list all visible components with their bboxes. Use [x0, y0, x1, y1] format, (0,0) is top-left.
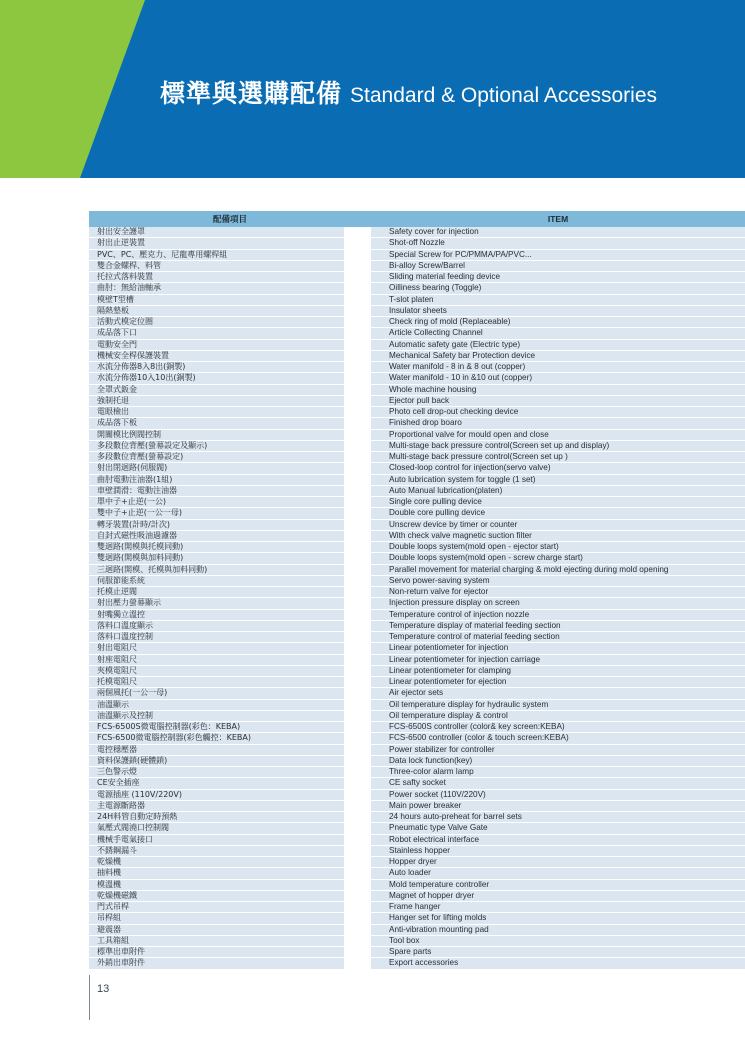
item-name-en: Single core pulling device — [371, 497, 745, 508]
table-row — [89, 452, 745, 463]
item-name-zh: 氣壓式閥澆口控制閥 — [89, 823, 344, 834]
item-name-zh: 全罩式鈑金 — [89, 385, 344, 396]
item-name-zh: 曲肘電動注油器(1組) — [89, 475, 344, 486]
item-name-en: Article Collecting Channel — [371, 328, 745, 339]
item-name-en: Three-color alarm lamp — [371, 767, 745, 778]
item-name-zh: 不銹鋼漏斗 — [89, 846, 344, 857]
table-row — [89, 565, 745, 576]
page-number: 13 — [97, 983, 110, 995]
item-name-en: Water manifold - 8 in & 8 out (copper) — [371, 362, 745, 373]
item-name-en: Frame hanger — [371, 902, 745, 913]
item-name-en: Temperature control of injection nozzle — [371, 610, 745, 621]
item-name-zh: 標準出車附件 — [89, 947, 344, 958]
item-name-en: Temperature display of material feeding section — [371, 621, 745, 632]
table-row — [89, 733, 745, 744]
accessories-table — [89, 211, 745, 970]
item-name-en: Data lock function(key) — [371, 756, 745, 767]
item-name-zh: 雙合金螺桿、料管 — [89, 261, 344, 272]
item-name-zh: 射出安全護罩 — [89, 227, 344, 238]
item-name-zh: 曲肘：無給油軸承 — [89, 283, 344, 294]
table-row — [89, 812, 745, 823]
table-row — [89, 542, 745, 553]
table-row — [89, 767, 745, 778]
item-name-en: FCS-6500 controller (color & touch screen:KEBA) — [371, 733, 745, 744]
item-name-zh: 夾模電阻尺 — [89, 666, 344, 677]
table-row — [89, 801, 745, 812]
item-name-en: Linear potentiometer for ejection — [371, 677, 745, 688]
item-name-zh: 水流分佈器8入8出(銅製) — [89, 362, 344, 373]
page-number-rule — [89, 975, 90, 1020]
item-name-en: Shot-off Nozzle — [371, 238, 745, 249]
item-name-zh: 機械手電氣接口 — [89, 835, 344, 846]
item-name-en: Finished drop boaro — [371, 418, 745, 429]
table-row — [89, 272, 745, 283]
item-name-en: Unscrew device by timer or counter — [371, 520, 745, 531]
item-name-zh: 多段數位背壓(螢幕設定) — [89, 452, 344, 463]
item-name-en: Air ejector sets — [371, 688, 745, 699]
table-row — [89, 373, 745, 384]
item-name-en: T-slot platen — [371, 295, 745, 306]
item-name-en: Proportional valve for mould open and close — [371, 430, 745, 441]
item-name-en: Magnet of hopper dryer — [371, 891, 745, 902]
table-row — [89, 261, 745, 272]
item-name-zh: 托模電阻尺 — [89, 677, 344, 688]
table-row — [89, 598, 745, 609]
table-row — [89, 857, 745, 868]
item-name-zh: 三色警示燈 — [89, 767, 344, 778]
item-name-zh: PVC、PC、壓克力、尼龍專用螺桿組 — [89, 250, 344, 261]
table-row — [89, 846, 745, 857]
table-row — [89, 778, 745, 789]
item-name-en: Closed-loop control for injection(servo valve) — [371, 463, 745, 474]
table-row — [89, 531, 745, 542]
table-row — [89, 351, 745, 362]
table-body — [89, 227, 745, 970]
table-row — [89, 362, 745, 373]
table-row — [89, 643, 745, 654]
item-name-zh: 模溫機 — [89, 880, 344, 891]
item-name-zh: 乾燥機磁鐵 — [89, 891, 344, 902]
table-row — [89, 700, 745, 711]
item-name-en: Double loops system(mold open - ejector start) — [371, 542, 745, 553]
item-name-en: Auto Manual lubrication(platen) — [371, 486, 745, 497]
item-name-en: Oil temperature display & control — [371, 711, 745, 722]
item-name-en: Sliding material feeding device — [371, 272, 745, 283]
table-row — [89, 913, 745, 924]
item-name-zh: 伺服節能系統 — [89, 576, 344, 587]
item-name-zh: 落料口溫度控制 — [89, 632, 344, 643]
table-row — [89, 306, 745, 317]
table-row — [89, 880, 745, 891]
item-name-en: Bi-alloy Screw/Barrel — [371, 261, 745, 272]
item-name-en: Anti-vibration mounting pad — [371, 925, 745, 936]
item-name-en: Oil temperature display for hydraulic system — [371, 700, 745, 711]
item-name-en: Auto lubrication system for toggle (1 set) — [371, 475, 745, 486]
item-name-en: Check ring of mold (Replaceable) — [371, 317, 745, 328]
item-name-zh: 電控穩壓器 — [89, 745, 344, 756]
table-row — [89, 396, 745, 407]
item-name-zh: 油溫顯示及控制 — [89, 711, 344, 722]
column-header-zh: 配備項目 — [212, 214, 247, 224]
item-name-en: Export accessories — [371, 958, 745, 969]
item-name-zh: 電動安全門 — [89, 340, 344, 351]
table-row — [89, 283, 745, 294]
item-name-en: Linear potentiometer for injection carriage — [371, 655, 745, 666]
item-name-zh: 吊桿組 — [89, 913, 344, 924]
item-name-zh: 門式吊桿 — [89, 902, 344, 913]
item-name-zh: FCS-6500微電腦控制器(彩色觸控：KEBA) — [89, 733, 344, 744]
item-name-zh: 機械安全桿保護裝置 — [89, 351, 344, 362]
item-name-zh: CE安全插座 — [89, 778, 344, 789]
item-name-zh: 雙迴路(開模與托模同動) — [89, 542, 344, 553]
table-row — [89, 958, 745, 969]
table-row — [89, 947, 745, 958]
item-name-en: Temperature control of material feeding section — [371, 632, 745, 643]
item-name-zh: 模壁T型槽 — [89, 295, 344, 306]
table-row — [89, 317, 745, 328]
item-name-zh: 水流分佈器10入10出(銅製) — [89, 373, 344, 384]
item-name-zh: 外銷出車附件 — [89, 958, 344, 969]
item-name-en: Parallel movement for material charging & mold ejecting during mold opening — [371, 565, 745, 576]
item-name-en: Stainless hopper — [371, 846, 745, 857]
table-row — [89, 418, 745, 429]
table-row — [89, 227, 745, 238]
item-name-zh: 射出閉迴路(伺服閥) — [89, 463, 344, 474]
item-name-en: Insulator sheets — [371, 306, 745, 317]
table-row — [89, 441, 745, 452]
table-row — [89, 621, 745, 632]
table-row — [89, 238, 745, 249]
item-name-zh: FCS-6500S微電腦控制器(彩色：KEBA) — [89, 722, 344, 733]
table-row — [89, 508, 745, 519]
item-name-en: Special Screw for PC/PMMA/PA/PVC... — [371, 250, 745, 261]
item-name-en: 24 hours auto-preheat for barrel sets — [371, 812, 745, 823]
item-name-en: Pneumatic type Valve Gate — [371, 823, 745, 834]
item-name-zh: 射出止逆裝置 — [89, 238, 344, 249]
item-name-en: FCS-6500S controller (color& key screen:KEBA) — [371, 722, 745, 733]
item-name-zh: 油溫顯示 — [89, 700, 344, 711]
item-name-en: Robot electrical interface — [371, 835, 745, 846]
page-header — [0, 0, 745, 178]
item-name-en: With check valve magnetic suction filter — [371, 531, 745, 542]
item-name-en: Ejector pull back — [371, 396, 745, 407]
table-row — [89, 711, 745, 722]
title-chinese: 標準與選購配備 — [160, 79, 343, 108]
table-row — [89, 666, 745, 677]
item-name-zh: 落料口溫度顯示 — [89, 621, 344, 632]
table-row — [89, 722, 745, 733]
table-row — [89, 250, 745, 261]
table-row — [89, 835, 745, 846]
item-name-en: Hopper dryer — [371, 857, 745, 868]
item-name-zh: 抽料機 — [89, 868, 344, 879]
table-row — [89, 475, 745, 486]
item-name-en: Water manifold - 10 in &10 out (copper) — [371, 373, 745, 384]
item-name-zh: 成品落下口 — [89, 328, 344, 339]
item-name-zh: 自封式磁性吸油過濾器 — [89, 531, 344, 542]
table-row — [89, 688, 745, 699]
item-name-en: Linear potentiometer for clamping — [371, 666, 745, 677]
item-name-en: Whole machine housing — [371, 385, 745, 396]
item-name-zh: 工具箱組 — [89, 936, 344, 947]
table-row — [89, 756, 745, 767]
table-row — [89, 610, 745, 621]
item-name-zh: 兩個風托(一公一母) — [89, 688, 344, 699]
table-row — [89, 925, 745, 936]
table-row — [89, 486, 745, 497]
table-row — [89, 891, 745, 902]
table-row — [89, 587, 745, 598]
item-name-zh: 主電源斷路器 — [89, 801, 344, 812]
table-row — [89, 463, 745, 474]
item-name-zh: 射座電阻尺 — [89, 655, 344, 666]
item-name-zh: 雙中子+止逆(一公一母) — [89, 508, 344, 519]
item-name-zh: 雙迴路(開模與加料同動) — [89, 553, 344, 564]
item-name-zh: 電源插座 (110V/220V) — [89, 790, 344, 801]
table-row — [89, 407, 745, 418]
table-row — [89, 295, 745, 306]
table-row — [89, 340, 745, 351]
item-name-en: Hanger set for lifting molds — [371, 913, 745, 924]
item-name-en: CE safty socket — [371, 778, 745, 789]
item-name-zh: 單中子+止逆(一公) — [89, 497, 344, 508]
item-name-en: Multi-stage back pressure control(Screen set up and display) — [371, 441, 745, 452]
item-name-en: Multi-stage back pressure control(Screen set up ) — [371, 452, 745, 463]
item-name-en: Injection pressure display on screen — [371, 598, 745, 609]
table-header — [89, 211, 745, 227]
item-name-en: Linear potentiometer for injection — [371, 643, 745, 654]
table-row — [89, 902, 745, 913]
table-row — [89, 745, 745, 756]
table-row — [89, 328, 745, 339]
table-row — [89, 497, 745, 508]
item-name-en: Safety cover for injection — [371, 227, 745, 238]
item-name-en: Photo cell drop-out checking device — [371, 407, 745, 418]
table-row — [89, 553, 745, 564]
item-name-zh: 轉牙裝置(計時/計次) — [89, 520, 344, 531]
item-name-en: Oilliness bearing (Toggle) — [371, 283, 745, 294]
item-name-zh: 成品落下板 — [89, 418, 344, 429]
item-name-zh: 三迴路(開模、托模與加料同動) — [89, 565, 344, 576]
item-name-en: Servo power-saving system — [371, 576, 745, 587]
item-name-zh: 射出電阻尺 — [89, 643, 344, 654]
item-name-en: Mechanical Safety bar Protection device — [371, 351, 745, 362]
table-row — [89, 677, 745, 688]
item-name-en: Tool box — [371, 936, 745, 947]
table-row — [89, 823, 745, 834]
title-english: Standard & Optional Accessories — [350, 84, 658, 107]
item-name-zh: 24H料管自動定時預熱 — [89, 812, 344, 823]
item-name-zh: 車壁潤滑：電動注油器 — [89, 486, 344, 497]
table-row — [89, 655, 745, 666]
item-name-zh: 射出壓力螢幕顯示 — [89, 598, 344, 609]
item-name-en: Auto loader — [371, 868, 745, 879]
item-name-zh: 隔熱墊板 — [89, 306, 344, 317]
table-row — [89, 868, 745, 879]
table-row — [89, 576, 745, 587]
item-name-zh: 資料保護鎖(硬體鎖) — [89, 756, 344, 767]
item-name-zh: 托拉式落料裝置 — [89, 272, 344, 283]
item-name-zh: 射嘴獨立溫控 — [89, 610, 344, 621]
item-name-en: Double core pulling device — [371, 508, 745, 519]
page-title — [160, 74, 657, 114]
item-name-zh: 開關模比例閥控制 — [89, 430, 344, 441]
item-name-en: Mold temperature controller — [371, 880, 745, 891]
item-name-zh: 多段數位背壓(螢幕設定及顯示) — [89, 441, 344, 452]
item-name-zh: 避震器 — [89, 925, 344, 936]
item-name-zh: 托模止逆閥 — [89, 587, 344, 598]
item-name-en: Non-return valve for ejector — [371, 587, 745, 598]
table-row — [89, 936, 745, 947]
item-name-en: Automatic safety gate (Electric type) — [371, 340, 745, 351]
item-name-en: Double loops system(mold open - screw charge start) — [371, 553, 745, 564]
table-row — [89, 385, 745, 396]
item-name-en: Spare parts — [371, 947, 745, 958]
table-row — [89, 632, 745, 643]
item-name-en: Power stabilizer for controller — [371, 745, 745, 756]
item-name-zh: 活動式模定位圈 — [89, 317, 344, 328]
table-row — [89, 790, 745, 801]
item-name-zh: 乾燥機 — [89, 857, 344, 868]
table-row — [89, 430, 745, 441]
item-name-zh: 強制托退 — [89, 396, 344, 407]
column-header-en: ITEM — [547, 214, 569, 224]
item-name-en: Main power breaker — [371, 801, 745, 812]
table-row — [89, 520, 745, 531]
item-name-en: Power socket (110V/220V) — [371, 790, 745, 801]
item-name-zh: 電眼檢出 — [89, 407, 344, 418]
